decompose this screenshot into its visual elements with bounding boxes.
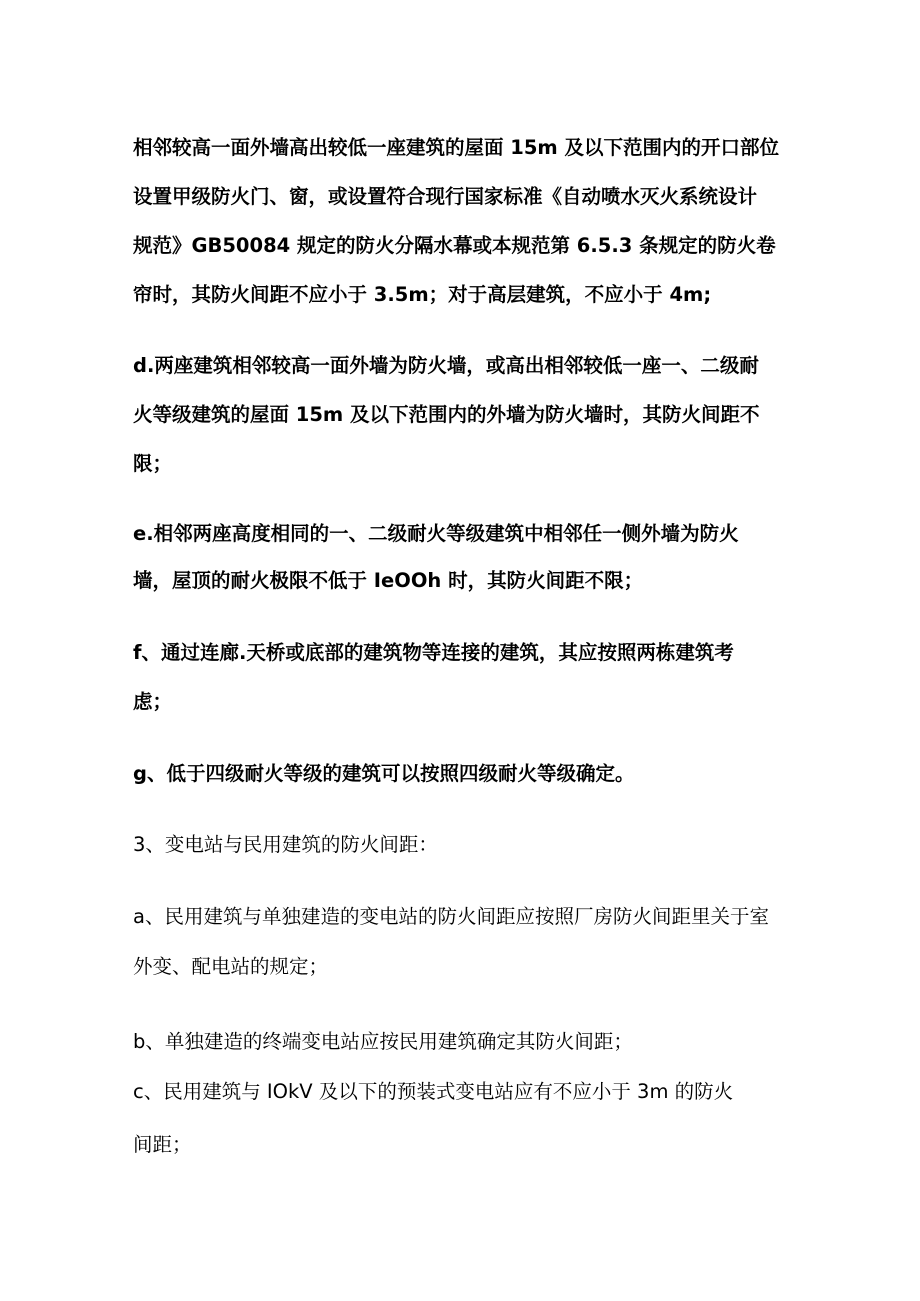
paragraph-3-line-2: 墙，屋顶的耐火极限不低于 IeOOh 时，其防火间距不限； — [133, 569, 644, 592]
paragraph-7-line-1: a、民用建筑与单独建造的变电站的防火间距应按照厂房防火间距里关于室 — [133, 905, 769, 928]
paragraph-9-line-1: c、民用建筑与 IOkV 及以下的预装式变电站应有不应小于 3m 的防火 — [133, 1080, 734, 1103]
paragraph-2-line-3: 限； — [133, 452, 173, 475]
paragraph-6-line-1: 3、变电站与民用建筑的防火间距： — [133, 833, 438, 856]
paragraph-3-line-1: e.相邻两座高度相同的一、二级耐火等级建筑中相邻任一侧外墙为防火 — [133, 522, 739, 545]
paragraph-1-line-2: 设置甲级防火门、窗，或设置符合现行国家标准《自动喷水灭火系统设计 — [133, 185, 758, 208]
paragraph-2-line-2: 火等级建筑的屋面 15m 及以下范围内的外墙为防火墙时，其防火间距不 — [133, 403, 760, 426]
paragraph-7-line-2: 外变、配电站的规定； — [133, 955, 329, 978]
paragraph-9-line-2: 间距； — [133, 1133, 192, 1156]
paragraph-4-line-2: 虑； — [133, 690, 173, 713]
paragraph-5-line-1: g、低于四级耐火等级的建筑可以按照四级耐火等级确定。 — [133, 762, 635, 785]
paragraph-1-line-1: 相邻较高一面外墙高出较低一座建筑的屋面 15m 及以下范围内的开口部位 — [133, 136, 780, 159]
paragraph-8-line-1: b、单独建造的终端变电站应按民用建筑确定其防火间距； — [133, 1030, 633, 1053]
paragraph-2-line-1: d.两座建筑相邻较高一面外墙为防火墙，或高出相邻较低一座一、二级耐 — [133, 354, 759, 377]
paragraph-4-line-1: f、通过连廊.天桥或底部的建筑物等连接的建筑，其应按照两栋建筑考 — [133, 641, 734, 664]
paragraph-1-line-4: 帘时，其防火间距不应小于 3.5m；对于高层建筑，不应小于 4m; — [133, 283, 712, 306]
paragraph-1-line-3: 规范》GB50084 规定的防火分隔水幕或本规范第 6.5.3 条规定的防火卷 — [133, 234, 776, 257]
